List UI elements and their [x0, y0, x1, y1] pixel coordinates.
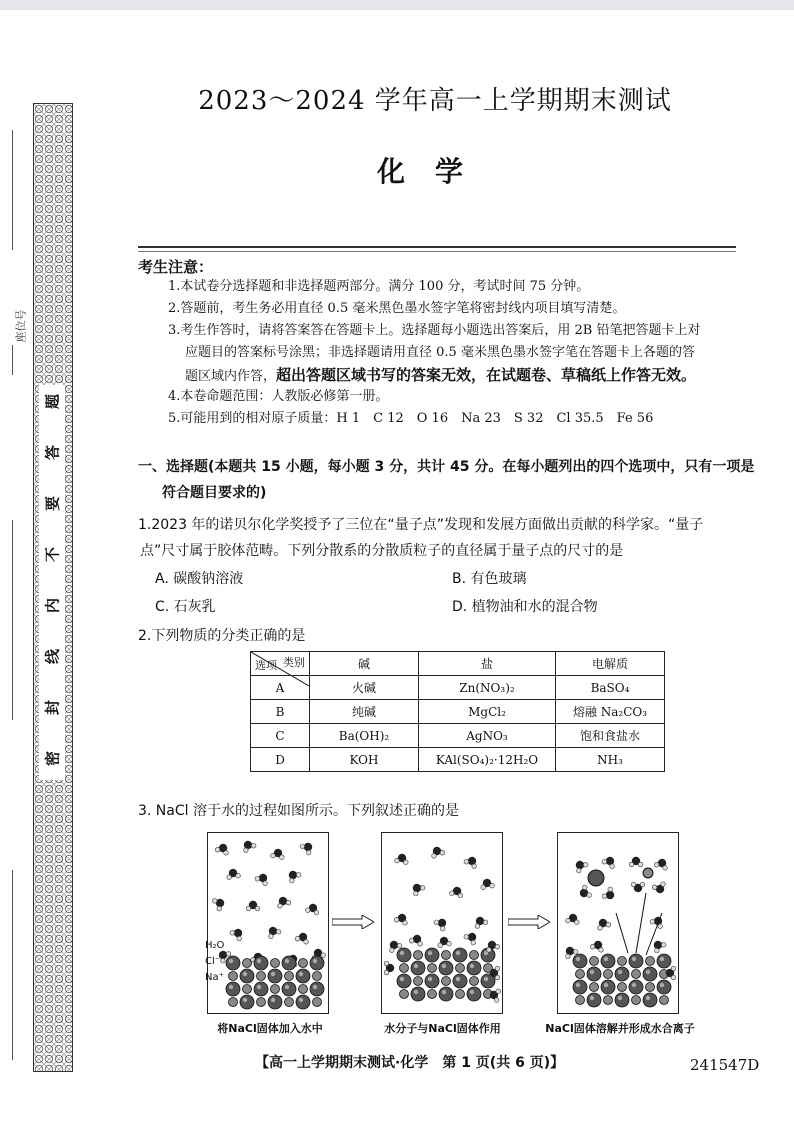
ion-highlight	[660, 983, 664, 987]
water-molecule	[240, 838, 257, 853]
water-molecule	[480, 878, 495, 890]
ion-highlight	[660, 957, 664, 961]
corner-bottom-label: 选项	[255, 659, 277, 672]
sodium-ion	[618, 983, 627, 992]
side-line	[12, 870, 13, 1060]
paper-code: 241547D	[690, 1056, 760, 1074]
notice-item: 5.可能用到的相对原子质量：H 1 C 12 O 16 Na 23 S 32 Cl 35.5 Fe 56	[168, 411, 654, 426]
hydrated-chloride-ion	[588, 870, 604, 886]
side-line	[12, 520, 13, 720]
water-molecule	[577, 884, 592, 901]
panel-add-nacl	[207, 832, 329, 1014]
chloride-ion	[226, 956, 240, 970]
sodium-ion	[229, 998, 238, 1007]
sodium-ion	[590, 957, 599, 966]
notice-item: 1.本试卷分选择题和非选择题两部分。满分 100 分，考试时间 75 分钟。	[168, 279, 590, 294]
notice-highlight: 超出答题区域书写的答案无效，在试题卷、草稿纸上作答无效。	[276, 366, 697, 384]
sodium-ion	[604, 970, 613, 979]
table-header-row	[251, 652, 665, 676]
hydrogen-atom	[495, 966, 500, 971]
hydrogen-atom	[640, 882, 645, 887]
sodium-ion	[400, 990, 409, 999]
chloride-ion	[425, 948, 439, 962]
sodium-ion	[456, 990, 465, 999]
chloride-ion	[643, 967, 657, 981]
table-row	[251, 700, 665, 724]
water-molecule	[384, 961, 394, 975]
hydrogen-atom	[384, 970, 389, 975]
ion-highlight	[243, 972, 247, 976]
water-molecule	[429, 845, 445, 859]
molecule-diagram-3	[558, 833, 678, 1013]
sodium-ion	[257, 998, 266, 1007]
divider	[138, 246, 736, 248]
seal-char: 要	[43, 496, 62, 512]
ion-highlight	[299, 998, 303, 1002]
table-cell: KOH	[310, 748, 419, 772]
ion-highlight	[285, 959, 289, 963]
seal-column	[39, 385, 65, 780]
sodium-ion	[590, 983, 599, 992]
ion-highlight	[590, 996, 594, 1000]
water-molecule	[212, 895, 227, 912]
chloride-ion	[587, 993, 601, 1007]
water-molecule	[215, 842, 231, 856]
ion-highlight	[257, 959, 261, 963]
ion-highlight	[299, 972, 303, 976]
section-heading-cont: 符合题目要求的)	[162, 485, 267, 501]
sodium-ion	[299, 985, 308, 994]
water-molecule	[666, 966, 676, 980]
table-cell: 纯碱	[310, 700, 419, 724]
water-molecule	[649, 914, 666, 929]
sodium-ion	[442, 951, 451, 960]
hydrogen-atom	[384, 961, 389, 966]
sodium-ion	[313, 998, 322, 1007]
table-cell: Zn(NO₃)₂	[419, 676, 556, 700]
water-molecule	[226, 868, 241, 880]
sodium-ion	[442, 977, 451, 986]
arrow-line	[616, 913, 628, 953]
chloride-ion	[629, 980, 643, 994]
chloride-ion	[397, 948, 411, 962]
ion-highlight	[456, 951, 460, 955]
chloride-ion	[587, 967, 601, 981]
seal-char: 答	[43, 445, 62, 461]
question-1-stem: 1.2023 年的诺贝尔化学奖授予了三位在“量子点”发现和发展方面做出贡献的科学家。“量子	[138, 517, 704, 533]
exam-title: 2023～2024 学年高一上学期期末测试	[198, 86, 672, 116]
option-b: B. 有色玻璃	[452, 571, 527, 587]
water-molecule	[394, 853, 409, 865]
seat-number-label: 座位号	[14, 309, 28, 343]
ion-highlight	[646, 970, 650, 974]
arrow-line	[636, 893, 646, 953]
chloride-ion	[453, 974, 467, 988]
water-molecule	[650, 937, 667, 953]
notice-item-line	[185, 364, 696, 388]
sodium-ion	[456, 964, 465, 973]
sodium-ion	[285, 998, 294, 1007]
chloride-ion	[467, 987, 481, 1001]
ion-highlight	[442, 964, 446, 968]
table-cell: NH₃	[556, 748, 665, 772]
chloride-ion	[467, 961, 481, 975]
sodium-ion	[632, 970, 641, 979]
chloride-ion	[268, 969, 282, 983]
water-molecule	[433, 915, 450, 932]
chloride-ion	[310, 956, 324, 970]
ion-highlight	[400, 977, 404, 981]
panel-hydrated-ions	[557, 832, 679, 1014]
chloride-ion	[629, 954, 643, 968]
question-1-stem-cont: 点”尺寸属于胶体范畴。下列分散系的分散质粒子的直径属于量子点的尺寸的是	[140, 543, 624, 559]
chloride-ion	[397, 974, 411, 988]
ion-highlight	[414, 964, 418, 968]
ion-highlight	[618, 996, 622, 1000]
water-molecule	[463, 854, 480, 869]
caption-3: NaCl固体溶解并形成水合离子	[545, 1022, 695, 1035]
chloride-ion	[657, 980, 671, 994]
seal-char: 不	[43, 547, 62, 563]
option-d: D. 植物油和水的混合物	[452, 599, 598, 615]
notice-item: 2.答题前，考生务必用直径 0.5 毫米黑色墨水签字笔将密封线内项目填写清楚。	[168, 301, 626, 316]
sodium-ion	[470, 951, 479, 960]
water-molecule	[463, 929, 480, 945]
sodium-ion	[400, 964, 409, 973]
ion-highlight	[243, 998, 247, 1002]
water-molecule	[572, 857, 589, 873]
sodium-ion	[243, 959, 252, 968]
water-molecule	[275, 895, 291, 909]
chloride-ion	[615, 967, 629, 981]
water-molecule	[629, 857, 643, 867]
chloride-ion	[573, 980, 587, 994]
chloride-ion	[310, 982, 324, 996]
chloride-ion	[411, 961, 425, 975]
water-molecule	[305, 902, 321, 915]
seal-char: 内	[43, 598, 62, 614]
ion-highlight	[428, 951, 432, 955]
water-molecule	[285, 867, 302, 883]
sodium-ion	[229, 972, 238, 981]
chloride-ion	[411, 987, 425, 1001]
ion-highlight	[590, 970, 594, 974]
hydrogen-atom	[631, 882, 636, 887]
ion-highlight	[604, 983, 608, 987]
chloride-ion	[439, 961, 453, 975]
chloride-ion	[240, 969, 254, 983]
table-row	[251, 748, 665, 772]
ion-highlight	[442, 990, 446, 994]
table-cell: AgNO₃	[419, 724, 556, 748]
table-cell: B	[251, 700, 310, 724]
ion-highlight	[456, 977, 460, 981]
panel-water-interaction	[381, 832, 503, 1014]
water-molecule	[590, 939, 606, 953]
top-bar	[0, 0, 794, 10]
notice-text: 题区域内作答，	[185, 369, 277, 384]
notice-item: 4.本卷命题范围：人教版必修第一册。	[168, 389, 389, 404]
sodium-ion	[604, 996, 613, 1005]
table-cell: D	[251, 748, 310, 772]
sodium-ion	[660, 996, 669, 1005]
table-row	[251, 724, 665, 748]
table-cell: 火碱	[310, 676, 419, 700]
table-cell: A	[251, 676, 310, 700]
ion-highlight	[470, 964, 474, 968]
water-molecule	[652, 881, 668, 895]
chloride-ion	[425, 974, 439, 988]
classification-table	[250, 651, 665, 772]
chloride-ion	[240, 995, 254, 1009]
chloride-ion	[254, 956, 268, 970]
chloride-ion	[268, 995, 282, 1009]
water-molecule	[299, 839, 316, 856]
chloride-ion	[615, 993, 629, 1007]
ion-highlight	[257, 985, 261, 989]
ion-highlight	[470, 990, 474, 994]
sodium-ion	[414, 951, 423, 960]
sodium-ion	[299, 959, 308, 968]
sodium-ion	[414, 977, 423, 986]
molecule-diagram-1	[208, 833, 328, 1013]
chloride-ion	[439, 987, 453, 1001]
ion-highlight	[618, 970, 622, 974]
water-molecule	[595, 917, 611, 931]
chloride-ion	[643, 993, 657, 1007]
chloride-ion	[601, 954, 615, 968]
sodium-ion	[576, 970, 585, 979]
label-water: H₂O	[205, 940, 225, 951]
sodium-ion	[646, 957, 655, 966]
chloride-ion	[282, 956, 296, 970]
ion-highlight	[632, 957, 636, 961]
sodium-ion	[313, 972, 322, 981]
molecule-diagram-2	[382, 833, 502, 1013]
water-molecule	[270, 848, 285, 860]
table-cell: BaSO₄	[556, 676, 665, 700]
ion-highlight	[484, 977, 488, 981]
sodium-ion	[428, 964, 437, 973]
table-cell: MgCl₂	[419, 700, 556, 724]
water-molecule	[409, 880, 426, 896]
hydrogen-atom	[495, 975, 500, 980]
corner-top-label: 类别	[283, 656, 305, 669]
ion-highlight	[229, 959, 233, 963]
chloride-ion	[254, 982, 268, 996]
hydrogen-atom	[246, 906, 251, 911]
ion-highlight	[576, 983, 580, 987]
ion-highlight	[632, 983, 636, 987]
ion-highlight	[313, 985, 317, 989]
ion-highlight	[576, 957, 580, 961]
table-corner	[251, 652, 310, 676]
sodium-ion	[243, 985, 252, 994]
caption-1: 将NaCl固体加入水中	[217, 1022, 323, 1035]
seal-char: 密	[43, 751, 62, 767]
table-cell: KAl(SO₄)₂·12H₂O	[419, 748, 556, 772]
divider	[138, 251, 736, 252]
water-molecule	[409, 933, 425, 947]
ion-highlight	[428, 977, 432, 981]
water-molecule	[254, 871, 271, 886]
chloride-ion	[296, 969, 310, 983]
water-molecule	[449, 885, 465, 898]
sodium-ion	[271, 959, 280, 968]
page-footer: 【高一上学期期末测试·化学 第 1 页(共 6 页)】	[255, 1055, 565, 1071]
sodium-ion	[618, 957, 627, 966]
water-molecule	[472, 914, 489, 929]
sodium-ion	[428, 990, 437, 999]
seal-char: 封	[43, 700, 62, 716]
seal-char: 题	[43, 394, 62, 410]
water-molecule	[246, 901, 260, 911]
ion-highlight	[646, 996, 650, 1000]
hydrated-sodium-ion	[643, 868, 653, 878]
ion-highlight	[400, 951, 404, 955]
ion-highlight	[271, 972, 275, 976]
ion-highlight	[604, 957, 608, 961]
question-3-stem: 3. NaCl 溶于水的过程如图所示。下列叙述正确的是	[138, 803, 459, 819]
arrow-right-icon	[332, 915, 374, 929]
table-header: 碱	[310, 652, 419, 676]
water-molecule	[437, 936, 452, 948]
water-molecule	[654, 857, 670, 871]
chloride-ion	[296, 995, 310, 1009]
option-c: C. 石灰乳	[155, 599, 216, 615]
water-molecule	[229, 925, 246, 941]
label-sodium: Na⁺	[205, 972, 224, 983]
section-heading: 一、选择题(本题共 15 小题，每小题 3 分，共计 45 分。在每小题列出的四个选项中，只有一项是	[138, 459, 755, 475]
chloride-ion	[282, 982, 296, 996]
water-molecule	[265, 924, 282, 939]
water-molecule	[394, 912, 410, 926]
hydrogen-atom	[638, 862, 643, 867]
sodium-ion	[576, 996, 585, 1005]
water-molecule	[601, 854, 618, 869]
table-cell: Ba(OH)₂	[310, 724, 419, 748]
chloride-ion	[573, 954, 587, 968]
option-a: A. 碳酸钠溶液	[155, 571, 244, 587]
table-cell: 饱和食盐水	[556, 724, 665, 748]
sodium-ion	[257, 972, 266, 981]
chloride-ion	[453, 948, 467, 962]
table-header: 盐	[419, 652, 556, 676]
subject-title: 化学	[376, 155, 493, 188]
label-chloride: Cl⁻	[205, 956, 221, 967]
hydrogen-atom	[629, 862, 634, 867]
ion-highlight	[414, 990, 418, 994]
ion-highlight	[271, 998, 275, 1002]
ion-highlight	[313, 959, 317, 963]
chloride-ion	[601, 980, 615, 994]
side-line	[12, 345, 13, 375]
ion-highlight	[229, 985, 233, 989]
water-molecule	[631, 882, 645, 892]
sodium-ion	[271, 985, 280, 994]
hydrogen-atom	[671, 966, 676, 971]
table-cell: 熔融 Na₂CO₃	[556, 700, 665, 724]
table-header: 电解质	[556, 652, 665, 676]
water-molecule	[295, 931, 311, 945]
sodium-ion	[470, 977, 479, 986]
water-molecule	[565, 913, 580, 925]
notice-item: 3.考生作答时，请将答案答在答题卡上。选择题每小题选出答案后，用 2B 铅笔把答题卡上对	[168, 323, 701, 338]
ion-highlight	[285, 985, 289, 989]
arrow-right-icon	[508, 915, 550, 929]
water-molecule	[601, 886, 617, 903]
notice-item: 应题目的答案标号涂黑；非选择题请用直径 0.5 毫米黑色墨水签字笔在答题卡上各题的答	[185, 345, 695, 360]
hydrogen-atom	[671, 975, 676, 980]
notice-heading: 考生注意：	[138, 258, 214, 276]
question-2-stem: 2.下列物质的分类正确的是	[138, 628, 306, 644]
sodium-ion	[285, 972, 294, 981]
side-line	[12, 130, 13, 250]
chloride-ion	[226, 982, 240, 996]
seal-char: 线	[43, 649, 62, 665]
table-cell: C	[251, 724, 310, 748]
caption-2: 水分子与NaCl固体作用	[384, 1022, 501, 1035]
hydrogen-atom	[255, 906, 260, 911]
sodium-ion	[646, 983, 655, 992]
chloride-ion	[657, 954, 671, 968]
sodium-ion	[632, 996, 641, 1005]
table-row	[251, 676, 665, 700]
